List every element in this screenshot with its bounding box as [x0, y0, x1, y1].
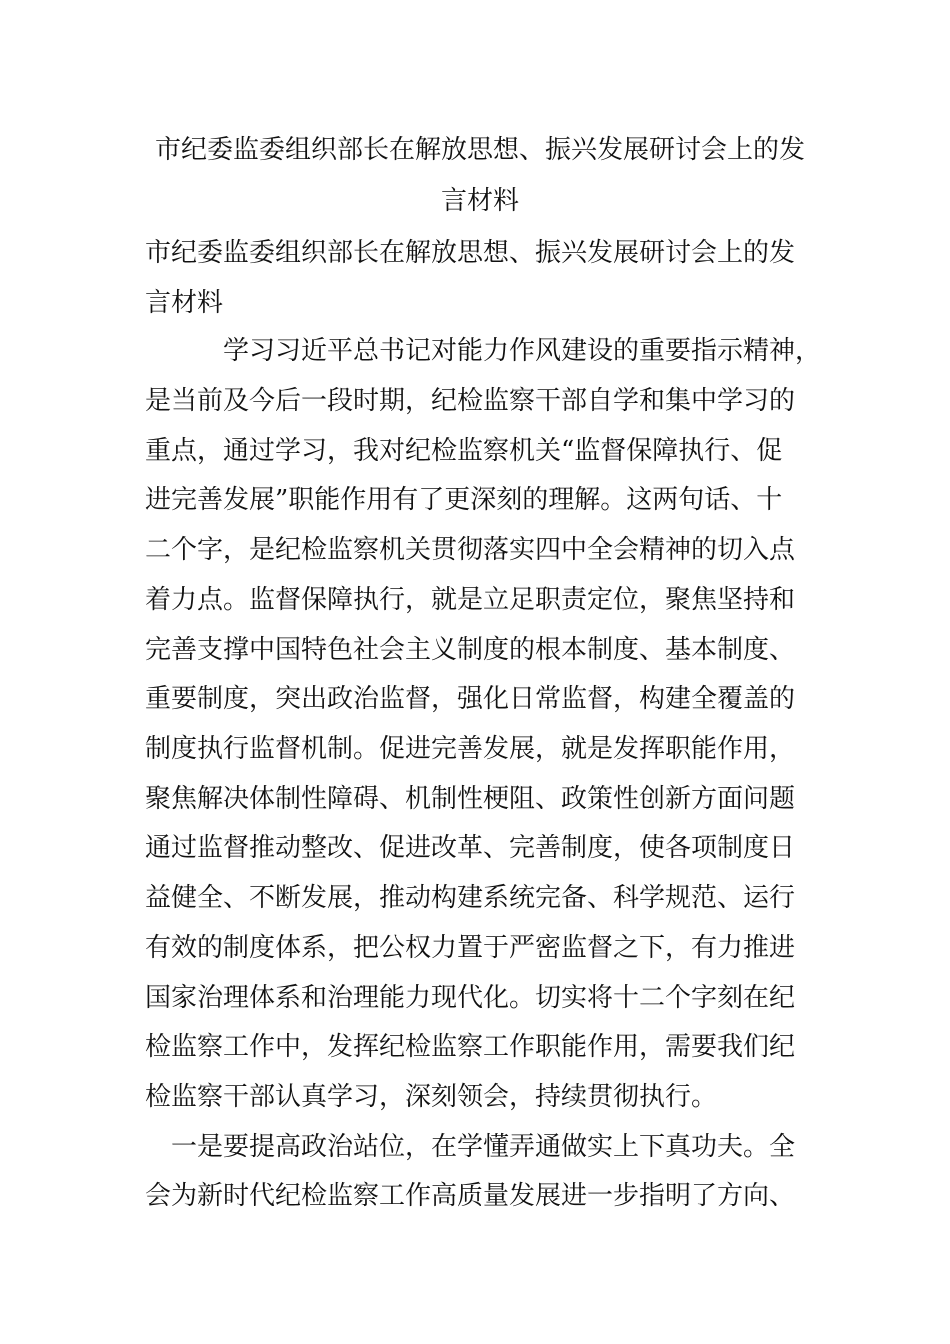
body-line: 是当前及今后一段时期，纪检监察干部自学和集中学习的 [145, 386, 796, 416]
body-line: 益健全、不断发展，推动构建系统完备、科学规范、运行 [145, 883, 796, 913]
body-line: 言材料 [145, 288, 224, 318]
body-line: 学习习近平总书记对能力作风建设的重要指示精神， [145, 336, 822, 366]
body-line: 一是要提高政治站位，在学懂弄通做实上下真功夫。全 [145, 1132, 796, 1162]
body-line: 国家治理体系和治理能力现代化。切实将十二个字刻在纪 [145, 983, 796, 1013]
body-line: 进完善发展”职能作用有了更深刻的理解。这两句话、十 [145, 485, 783, 515]
document-title-line-1: 市纪委监委组织部长在解放思想、振兴发展研讨会上的发 [154, 135, 805, 165]
body-line: 二个字，是纪检监察机关贯彻落实四中全会精神的切入点 [145, 535, 796, 565]
body-line: 会为新时代纪检监察工作高质量发展进一步指明了方向、 [145, 1181, 796, 1211]
body-line: 聚焦解决体制性障碍、机制性梗阻、政策性创新方面问题 [145, 784, 796, 814]
body-line: 重要制度，突出政治监督，强化日常监督，构建全覆盖的 [145, 684, 796, 714]
body-line: 有效的制度体系，把公权力置于严密监督之下，有力推进 [145, 933, 796, 963]
body-line: 重点，通过学习，我对纪检监察机关“监督保障执行、促 [145, 436, 783, 466]
document-title-line-2: 言材料 [440, 186, 519, 216]
body-line: 检监察工作中，发挥纪检监察工作职能作用，需要我们纪 [145, 1032, 796, 1062]
body-line: 检监察干部认真学习，深刻领会，持续贯彻执行。 [145, 1082, 718, 1112]
body-line: 着力点。监督保障执行，就是立足职责定位，聚焦坚持和 [145, 585, 796, 615]
body-line: 制度执行监督机制。促进完善发展，就是发挥职能作用， [145, 734, 796, 764]
body-line: 通过监督推动整改、促进改革、完善制度，使各项制度日 [145, 833, 796, 863]
body-line: 市纪委监委组织部长在解放思想、振兴发展研讨会上的发 [145, 238, 796, 268]
body-line: 完善支撑中国特色社会主义制度的根本制度、基本制度、 [145, 635, 796, 665]
